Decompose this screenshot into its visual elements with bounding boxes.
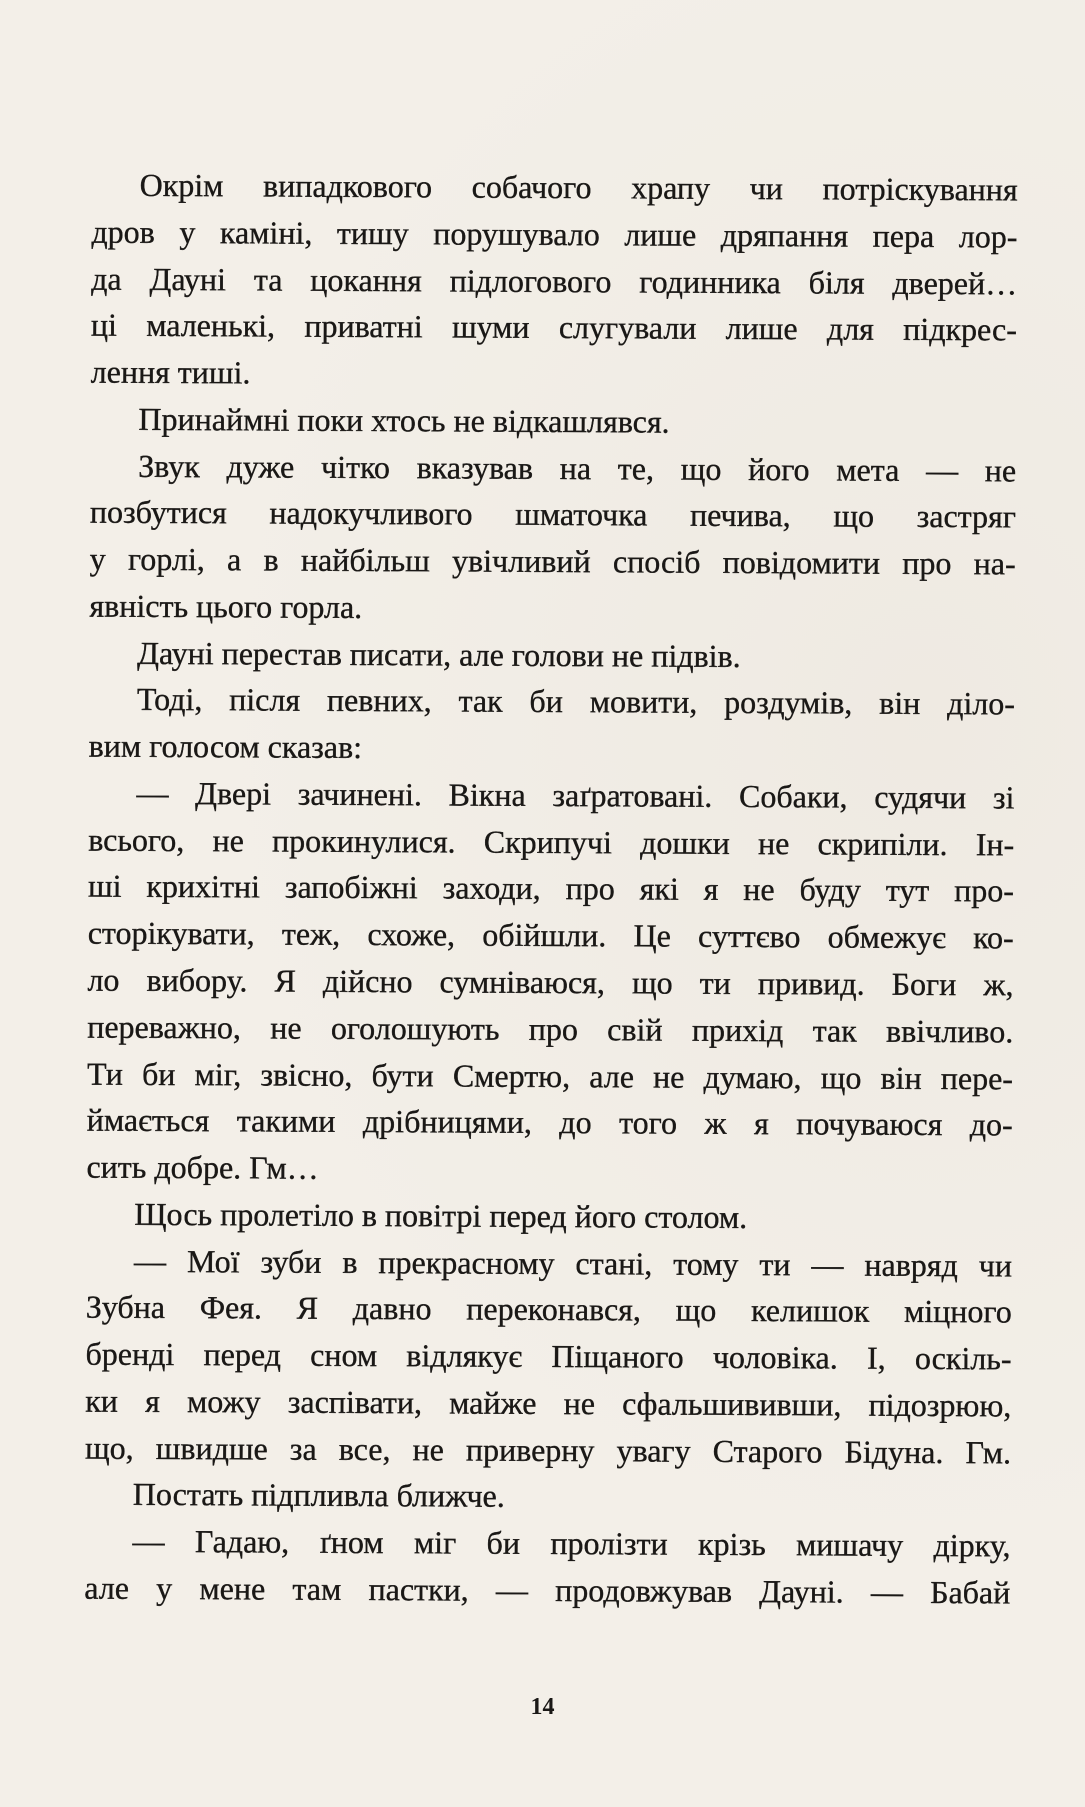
text-line: — Мої зуби в прекрасному стані, тому ти — навряд чи (133, 1242, 1013, 1284)
text-line: Принаймні поки хтось не відкашлявся. (138, 400, 670, 440)
body-text (84, 162, 1018, 1617)
text-line: ші крихітні запобіжні заходи, про які я не буду тут про- (87, 868, 1015, 909)
page-number: 14 (530, 1694, 555, 1720)
paragraph (91, 162, 1018, 401)
paragraph (85, 1237, 1012, 1476)
paragraph (89, 676, 1015, 774)
text-line: Окрім випадкового собачого храпу чи потріскування (139, 166, 1018, 208)
text-line: дров у каміні, тишу порушувало лише дряпання пера лор- (91, 213, 1018, 255)
text-line: Щось пролетіло в повітрі перед його столом. (134, 1195, 748, 1235)
text-line: Ти би міг, звісно, бути Смертю, але не думаю, що він пере- (86, 1055, 1014, 1096)
text-line: — Двері зачинені. Вікна заґратовані. Собаки, судячи зі (136, 774, 1015, 816)
text-line: Постать підпливла ближче. (132, 1476, 505, 1515)
text-line: ло вибору. Я дійсно сумніваюся, що ти привид. Боги ж, (87, 961, 1014, 1003)
text-line: вим голосом сказав: (88, 727, 363, 766)
text-line: Звук дуже чітко вказував на те, що його мета — не (138, 447, 1017, 489)
paragraph (85, 1471, 1011, 1523)
text-line: але у мене там пастки, — продовжував Дауні. — Бабай (84, 1569, 1011, 1611)
text-line: ки я можу заспівати, майже не сфальшививши, підозрюю, (85, 1382, 1012, 1424)
text-line: всього, не прокинулися. Скрипучі дошки не скрипіли. Ін- (88, 821, 1015, 863)
text-line: у горлі, а в найбільш увічливий спосіб повідомити про на- (89, 540, 1016, 582)
text-line: бренді перед сном відлякує Піщаного чоловіка. І, оскіль- (85, 1335, 1012, 1377)
paragraph (89, 629, 1015, 681)
text-line: лення тиші. (90, 353, 251, 391)
text-line: явність цього горла. (89, 587, 363, 625)
text-line: позбутися надокучливого шматочка печива, що застряг (89, 493, 1017, 535)
text-line: Дауні перестав писати, але голови не підвів. (137, 634, 741, 674)
text-line: ці маленькі, приватні шуми слугували лише для підкрес- (90, 306, 1018, 348)
text-line: сить добре. Гм… (86, 1148, 319, 1186)
paragraph (86, 770, 1014, 1196)
paragraph (90, 395, 1016, 447)
text-line: ймається такими дрібницями, до того ж я почуваюся до- (86, 1101, 1013, 1143)
paragraph (84, 1518, 1010, 1616)
text-line: переважно, не оголошують про свій прихід так ввічливо. (87, 1008, 1014, 1050)
text-line: да Дауні та цокання підлогового годинника біля дверей… (91, 260, 1018, 301)
text-line: — Гадаю, ґном міг би пролізти крізь мишачу дірку, (132, 1523, 1011, 1564)
text-line: що, швидше за все, не приверну увагу Старого Бідуна. Гм. (84, 1429, 1012, 1471)
paragraph (89, 442, 1016, 634)
text-line: сторікувати, теж, схоже, обійшли. Це суттєво обмежує ко- (87, 914, 1014, 956)
paragraph (86, 1190, 1012, 1242)
text-line: Тоді, після певних, так би мовити, роздумів, він діло- (136, 681, 1016, 722)
text-line: Зубна Фея. Я давно переконався, що келишок міцного (85, 1288, 1012, 1330)
